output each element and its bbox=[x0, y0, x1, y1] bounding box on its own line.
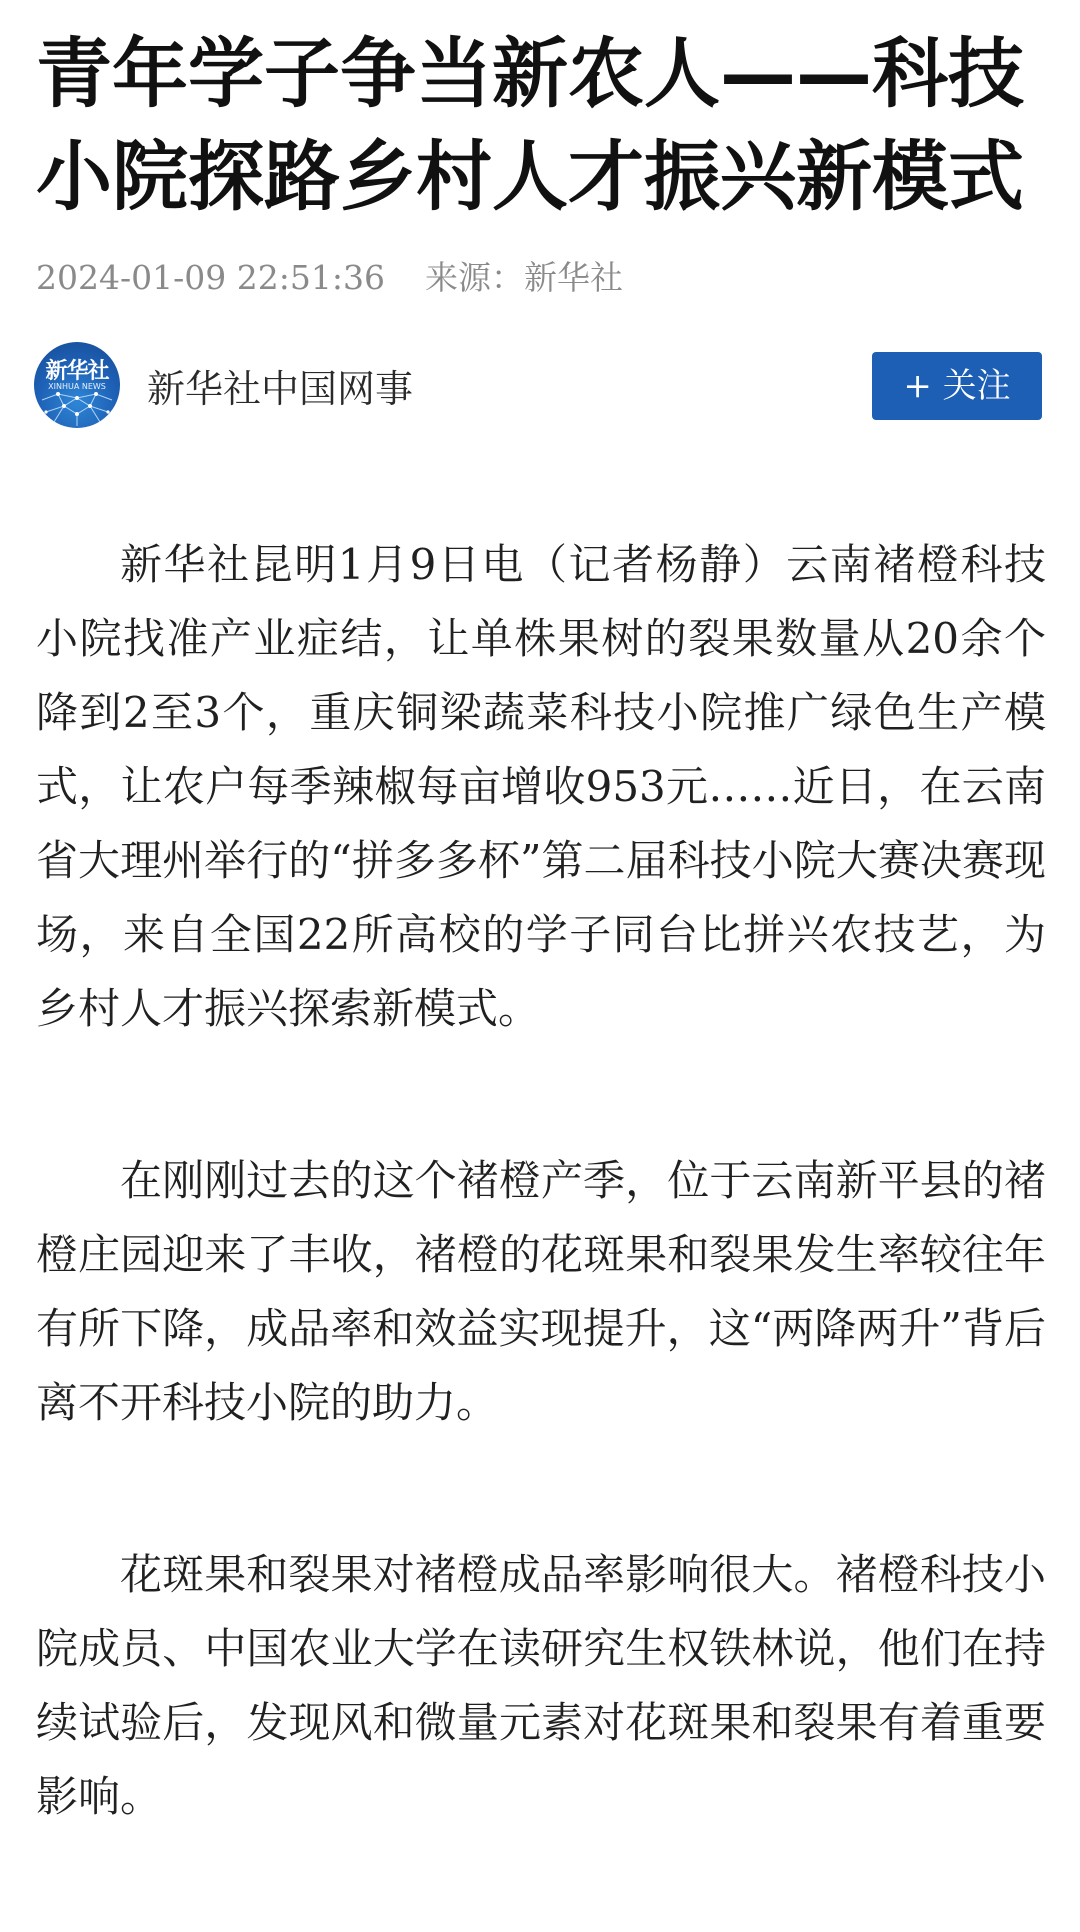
follow-button[interactable]: + 关注 bbox=[872, 352, 1042, 420]
article-body bbox=[36, 528, 1046, 1932]
article-meta bbox=[36, 252, 623, 299]
author-row bbox=[34, 342, 1044, 432]
article-source: 来源：新华社 bbox=[424, 258, 623, 297]
author-name[interactable]: 新华社中国网事 bbox=[147, 367, 414, 411]
article-title: 青年学子争当新农人——科技小院探路乡村人才振兴新模式 bbox=[36, 29, 1024, 221]
article-paragraph: 新华社昆明1月9日电（记者杨静）云南褚橙科技小院找准产业症结，让单株果树的裂果数量从20余个降到2至3个，重庆铜梁蔬菜科技小院推广绿色生产模式，让农户每季辣椒每亩增收953元……近日，在云南省大理州举行的“拼多多杯”第二届科技小院大赛决赛现场，来自全国22所高校的学子同台比拼兴农技艺，为乡村人才振兴探索新模式。 bbox=[36, 540, 1046, 1033]
logo-network-graphic bbox=[34, 390, 120, 428]
article-paragraph: 花斑果和裂果对褚橙成品率影响很大。褚橙科技小院成员、中国农业大学在读研究生权铁林说，他们在持续试验后，发现风和微量元素对花斑果和裂果有着重要影响。 bbox=[36, 1550, 1046, 1821]
logo-wordmark: 新华社 bbox=[45, 359, 109, 384]
logo-subtitle: XINHUA NEWS bbox=[48, 382, 106, 391]
publish-datetime: 2024-01-09 22:51:36 bbox=[36, 258, 385, 297]
article-paragraph: 在刚刚过去的这个褚橙产季，位于云南新平县的褚橙庄园迎来了丰收，褚橙的花斑果和裂果发生率较往年有所下降，成品率和效益实现提升，这“两降两升”背后离不开科技小院的助力。 bbox=[36, 1156, 1046, 1427]
xinhua-news-logo-icon[interactable] bbox=[34, 342, 120, 428]
